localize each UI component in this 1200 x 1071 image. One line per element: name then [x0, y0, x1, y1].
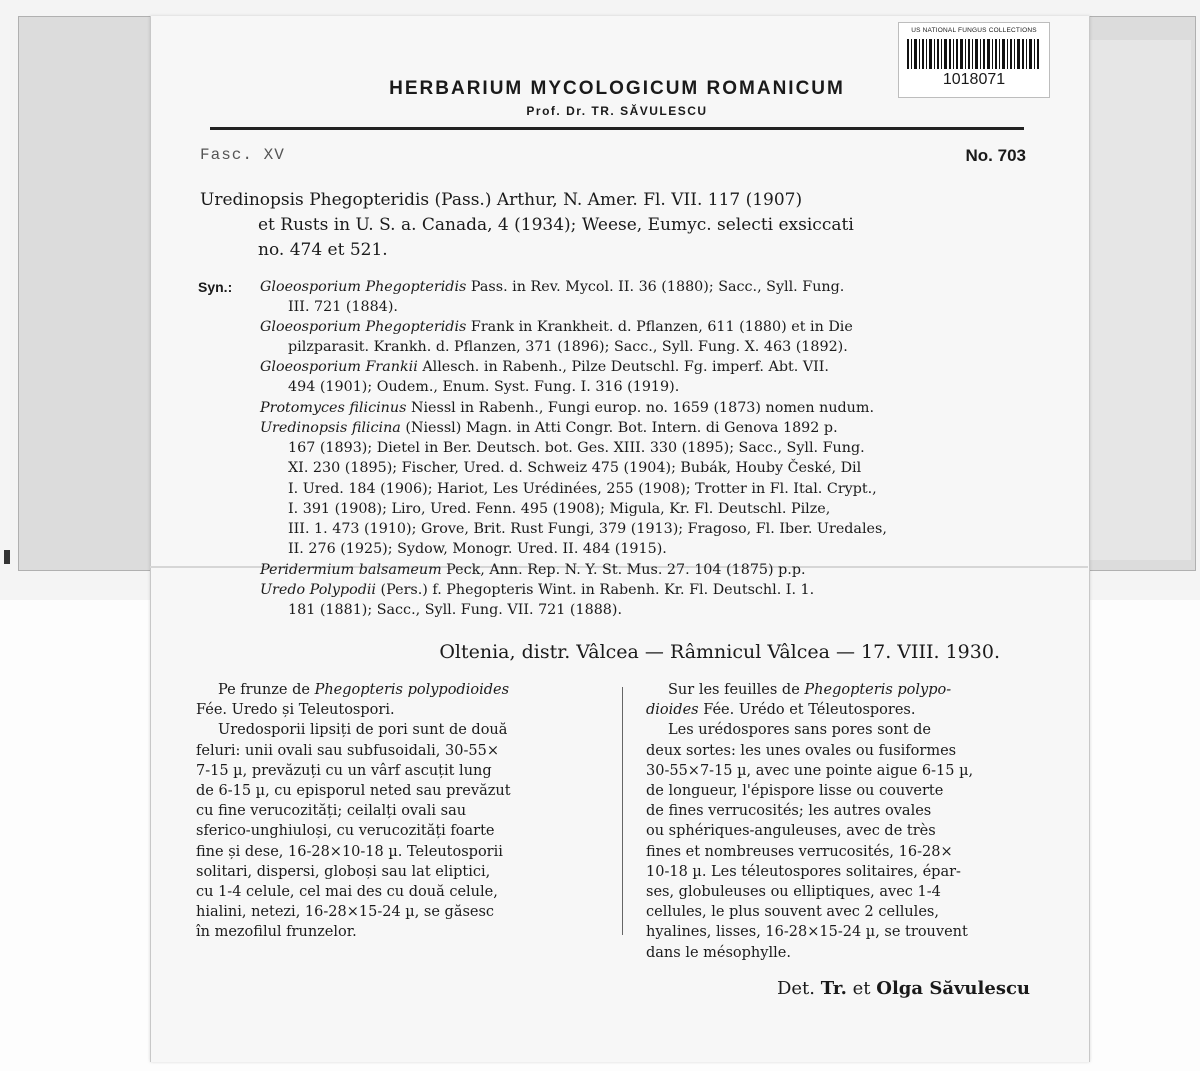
- description-line: 10-18 µ. Les téleutospores solitaires, épar-: [646, 863, 961, 880]
- synonym-name: Gloeosporium Phegopteridis: [260, 319, 467, 335]
- synonyms-label: Syn.:: [198, 279, 233, 295]
- synonym-line: Gloeosporium Phegopteridis Pass. in Rev. Mycol. II. 36 (1880); Sacc., Syll. Fung.: [260, 279, 845, 295]
- synonym-line: Gloeosporium Frankii Allesch. in Rabenh., Pilze Deutschl. Fg. imperf. Abt. VII.: [260, 359, 829, 375]
- determiner-name-1: Tr.: [820, 978, 847, 999]
- herbarium-curator: Prof. Dr. TR. SĂVULESCU: [526, 104, 708, 118]
- synonym-line: 181 (1881); Sacc., Syll. Fung. VII. 721 (1888).: [288, 602, 623, 619]
- synonym-line: Peridermium balsameum Peck, Ann. Rep. N. Y. St. Mus. 27. 104 (1875) p.p.: [260, 562, 806, 578]
- description-line: 7-15 µ, prevăzuți cu un vârf ascuțit lung: [196, 762, 492, 779]
- description-line: feluri: unii ovali sau subfusoidali, 30-55×: [196, 742, 499, 759]
- synonym-line: III. 1. 473 (1910); Grove, Brit. Rust Fungi, 379 (1913); Fragoso, Fl. Iber. Uredales,: [288, 521, 887, 538]
- collection-locality: Oltenia, distr. Vâlcea — Râmnicul Vâlcea — 17. VIII. 1930.: [439, 641, 1000, 663]
- fr-line: Sur les feuilles de Phegopteris polypo-: [668, 682, 952, 698]
- synonym-line: Uredinopsis filicina (Niessl) Magn. in Atti Congr. Bot. Intern. di Genova 1892 p.: [260, 420, 838, 436]
- description-line: ou sphériques-anguleuses, avec de très: [646, 823, 936, 840]
- synonym-entry: [260, 398, 1034, 418]
- description-line: cellules, le plus souvent avec 2 cellules,: [646, 904, 939, 921]
- envelope-flap: [1080, 40, 1191, 560]
- description-line: de fines verrucosités; les autres ovales: [646, 803, 932, 820]
- description-line: ses, globuleuses ou elliptiques, avec 1-4: [646, 884, 941, 901]
- description-line: Uredosporii lipsiți de pori sunt de două: [218, 722, 508, 739]
- species-line-1: [200, 188, 1030, 212]
- synonym-line: Uredo Polypodii (Pers.) f. Phegopteris Wint. in Rabenh. Kr. Fl. Deutschl. I. 1.: [260, 582, 815, 598]
- description-line: dans le mésophylle.: [646, 944, 791, 961]
- column-divider: [622, 687, 623, 935]
- description-line: în mezofilul frunzelor.: [196, 924, 357, 941]
- host-name: Phegopteris polypo-: [804, 682, 952, 698]
- synonym-name: Peridermium balsameum: [260, 562, 442, 578]
- synonym-line: I. Ured. 184 (1906); Hariot, Les Urédinées, 255 (1908); Trotter in Fl. Ital. Crypt.,: [288, 480, 877, 497]
- synonym-line: XI. 230 (1895); Fischer, Ured. d. Schweiz 475 (1904); Bubák, Houby České, Dil: [288, 460, 862, 477]
- synonym-entry: [260, 357, 1034, 397]
- synonym-entry: [260, 317, 1034, 357]
- header-rule: [210, 127, 1024, 130]
- description-line: solitari, dispersi, globoși sau lat eliptici,: [196, 863, 491, 880]
- synonym-entry: [260, 580, 1034, 620]
- species-name: Uredinopsis Phegopteridis: [200, 190, 430, 210]
- description-romanian: [196, 680, 596, 943]
- host-name: Phegopteris polypodioides: [314, 682, 510, 698]
- specimen-number: No. 703: [965, 146, 1026, 165]
- fascicle-label: Fasc. XV: [200, 146, 285, 164]
- synonym-line: pilzparasit. Krankh. d. Pflanzen, 371 (1896); Sacc., Syll. Fung. X. 463 (1892).: [288, 339, 848, 356]
- description-line: de 6-15 µ, cu episporul neted sau prevăzut: [196, 783, 511, 800]
- synonym-entry: [260, 277, 1034, 317]
- description-line: hyalines, lisses, 16-28×15-24 µ, se trouvent: [646, 924, 968, 941]
- synonym-line: I. 391 (1908); Liro, Ured. Fenn. 495 (1908); Migula, Kr. Fl. Deutschl. Pilze,: [288, 500, 831, 517]
- synonym-name: Uredinopsis filicina: [260, 420, 401, 436]
- synonym-entry: [260, 560, 1034, 580]
- determiner-line: Det. Tr. et Olga Săvulescu: [776, 978, 1030, 999]
- synonym-name: Gloeosporium Frankii: [260, 359, 418, 375]
- description-line: fine și dese, 16-28×10-18 µ. Teleutosporii: [196, 843, 503, 860]
- description-line: Fée. Uredo și Teleutospori.: [196, 702, 395, 719]
- fr-line: dioides Fée. Urédo et Téleutospores.: [646, 702, 916, 719]
- description-line: de longueur, l'épispore lisse ou couverte: [646, 783, 944, 800]
- description-line: Les urédospores sans pores sont de: [668, 722, 931, 739]
- description-line: deux sortes: les unes ovales ou fusiformes: [646, 742, 957, 759]
- ro-line: Pe frunze de Phegopteris polypodioides: [218, 682, 510, 698]
- description-line: hialini, netezi, 16-28×15-24 µ, se găsesc: [196, 904, 495, 921]
- synonym-name: Gloeosporium Phegopteridis: [260, 279, 467, 295]
- description-line: sferico-unghiuloși, cu verucozități foarte: [196, 823, 495, 840]
- synonym-line: Protomyces filicinus Niessl in Rabenh., Fungi europ. no. 1659 (1873) nomen nudum.: [260, 400, 874, 416]
- synonym-line: 494 (1901); Oudem., Enum. Syst. Fung. I. 316 (1919).: [288, 379, 680, 396]
- barcode-bars: [907, 39, 1041, 69]
- synonym-entry: [260, 418, 1034, 559]
- species-citation: (Pass.) Arthur, N. Amer. Fl. VII. 117 (1907): [429, 190, 803, 210]
- species-line-3: no. 474 et 521.: [258, 240, 388, 260]
- description-line: cu 1-4 celule, cel mai des cu două celule,: [196, 884, 498, 901]
- description-line: cu fine verucozități; ceilalți ovali sau: [196, 803, 467, 820]
- determiner-name-2: Olga Săvulescu: [876, 978, 1030, 999]
- synonym-line: III. 721 (1884).: [288, 299, 398, 316]
- barcode-org: US NATIONAL FUNGUS COLLECTIONS: [911, 27, 1037, 34]
- herbarium-title: HERBARIUM MYCOLOGICUM ROMANICUM: [389, 78, 845, 99]
- envelope-mark: [4, 550, 10, 564]
- description-line: 30-55×7-15 µ, avec une pointe aigue 6-15 µ,: [646, 762, 974, 779]
- species-line-2: et Rusts in U. S. a. Canada, 4 (1934); Weese, Eumyc. selecti exsiccati: [258, 215, 854, 235]
- description-french: [646, 680, 1046, 963]
- description-line: fines et nombreuses verrucosités, 16-28×: [646, 843, 953, 860]
- barcode-number: 1018071: [942, 71, 1006, 88]
- synonym-line: II. 276 (1925); Sydow, Monogr. Ured. II. 484 (1915).: [288, 541, 667, 558]
- synonym-name: Protomyces filicinus: [260, 400, 407, 416]
- synonym-name: Uredo Polypodii: [260, 582, 377, 598]
- synonym-line: 167 (1893); Dietel in Ber. Deutsch. bot. Ges. XIII. 330 (1895); Sacc., Syll. Fung.: [288, 440, 865, 457]
- synonym-line: Gloeosporium Phegopteridis Frank in Krankheit. d. Pflanzen, 611 (1880) et in Die: [260, 319, 853, 335]
